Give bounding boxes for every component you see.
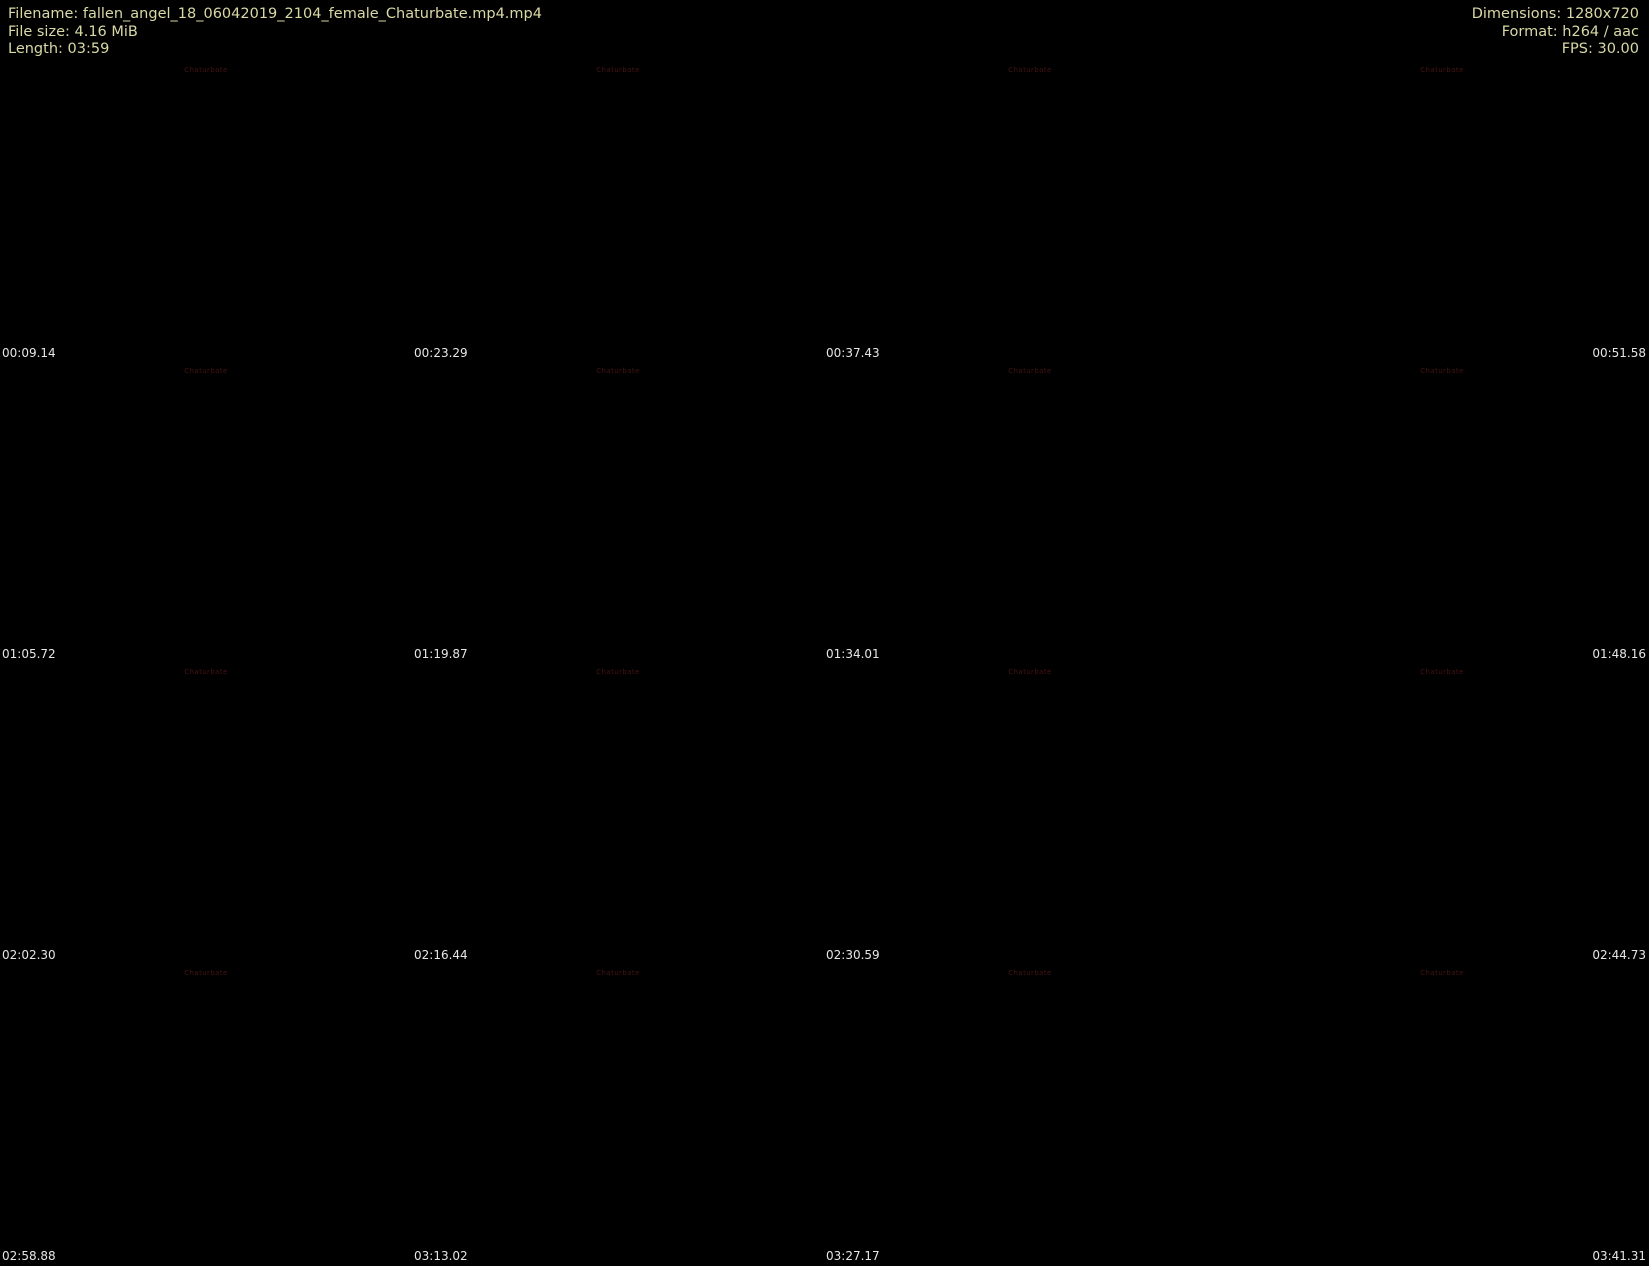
thumbnail-frame (824, 664, 1236, 949)
thumbnail-timestamp: 03:41.31 (1592, 1249, 1646, 1263)
metadata-left-column (8, 6, 542, 59)
watermark-label: Chaturbate (596, 969, 640, 977)
thumbnail-timestamp: 01:34.01 (826, 647, 880, 661)
thumbnail-frame (1236, 664, 1648, 949)
thumbnail-frame (412, 62, 824, 347)
fps-line: FPS: 30.00 (1561, 41, 1639, 57)
thumbnail-timestamp: 01:48.16 (1592, 647, 1646, 661)
watermark-label: Chaturbate (596, 367, 640, 375)
thumbnail-frame (0, 62, 412, 347)
thumbnail-cell[interactable] (1236, 363, 1648, 664)
thumbnail-cell[interactable] (412, 62, 824, 363)
thumbnail-cell[interactable] (824, 965, 1236, 1266)
thumbnail-frame (824, 62, 1236, 347)
watermark-label: Chaturbate (596, 66, 640, 74)
thumbnail-cell[interactable] (824, 62, 1236, 363)
watermark-label: Chaturbate (1008, 668, 1052, 676)
watermark-label: Chaturbate (1420, 969, 1464, 977)
thumbnail-cell[interactable] (412, 363, 824, 664)
watermark-label: Chaturbate (184, 367, 228, 375)
thumbnail-cell[interactable] (1236, 965, 1648, 1266)
thumbnail-cell[interactable] (0, 965, 412, 1266)
thumbnail-cell[interactable] (1236, 62, 1648, 363)
watermark-label: Chaturbate (1420, 66, 1464, 74)
thumbnail-timestamp: 00:37.43 (826, 346, 880, 360)
thumbnail-cell[interactable] (0, 62, 412, 363)
thumbnail-timestamp: 03:13.02 (414, 1249, 468, 1263)
thumbnail-frame (1236, 363, 1648, 648)
thumbnail-cell[interactable] (0, 363, 412, 664)
thumbnail-frame (412, 664, 824, 949)
thumbnail-cell[interactable] (412, 664, 824, 965)
watermark-label: Chaturbate (1008, 367, 1052, 375)
thumbnail-contact-sheet (0, 62, 1649, 1266)
thumbnail-timestamp: 01:05.72 (2, 647, 56, 661)
thumbnail-timestamp: 00:09.14 (2, 346, 56, 360)
thumbnail-row (0, 965, 1649, 1266)
thumbnail-timestamp: 03:27.17 (826, 1249, 880, 1263)
dimensions-line: Dimensions: 1280x720 (1471, 6, 1639, 22)
thumbnail-frame (412, 363, 824, 648)
thumbnail-cell[interactable] (824, 363, 1236, 664)
thumbnail-cell[interactable] (1236, 664, 1648, 965)
thumbnail-timestamp: 02:02.30 (2, 948, 56, 962)
video-metadata-header (0, 0, 1649, 62)
format-line: Format: h264 / aac (1501, 23, 1639, 40)
watermark-label: Chaturbate (596, 668, 640, 676)
thumbnail-frame (824, 965, 1236, 1250)
watermark-label: Chaturbate (184, 969, 228, 977)
thumbnail-row (0, 62, 1649, 363)
thumbnail-frame (0, 664, 412, 949)
thumbnail-cell[interactable] (412, 965, 824, 1266)
thumbnail-frame (412, 965, 824, 1250)
thumbnail-timestamp: 02:44.73 (1592, 948, 1646, 962)
thumbnail-timestamp: 00:51.58 (1592, 346, 1646, 360)
thumbnail-timestamp: 02:58.88 (2, 1249, 56, 1263)
filesize-line: File size: 4.16 MiB (8, 23, 138, 40)
thumbnail-cell[interactable] (824, 664, 1236, 965)
watermark-label: Chaturbate (184, 66, 228, 74)
thumbnail-timestamp: 01:19.87 (414, 647, 468, 661)
thumbnail-frame (824, 363, 1236, 648)
watermark-label: Chaturbate (184, 668, 228, 676)
thumbnail-row (0, 363, 1649, 664)
thumbnail-frame (0, 363, 412, 648)
watermark-label: Chaturbate (1008, 969, 1052, 977)
watermark-label: Chaturbate (1008, 66, 1052, 74)
thumbnail-row (0, 664, 1649, 965)
thumbnail-frame (1236, 62, 1648, 347)
thumbnail-timestamp: 00:23.29 (414, 346, 468, 360)
thumbnail-frame (0, 965, 412, 1250)
length-line: Length: 03:59 (8, 41, 110, 57)
metadata-right-column (1472, 6, 1639, 59)
thumbnail-frame (1236, 965, 1648, 1250)
filename-line: Filename: fallen_angel_18_06042019_2104_female_Chaturbate.mp4.mp4 (8, 6, 542, 22)
thumbnail-timestamp: 02:30.59 (826, 948, 880, 962)
watermark-label: Chaturbate (1420, 668, 1464, 676)
thumbnail-cell[interactable] (0, 664, 412, 965)
watermark-label: Chaturbate (1420, 367, 1464, 375)
thumbnail-timestamp: 02:16.44 (414, 948, 468, 962)
